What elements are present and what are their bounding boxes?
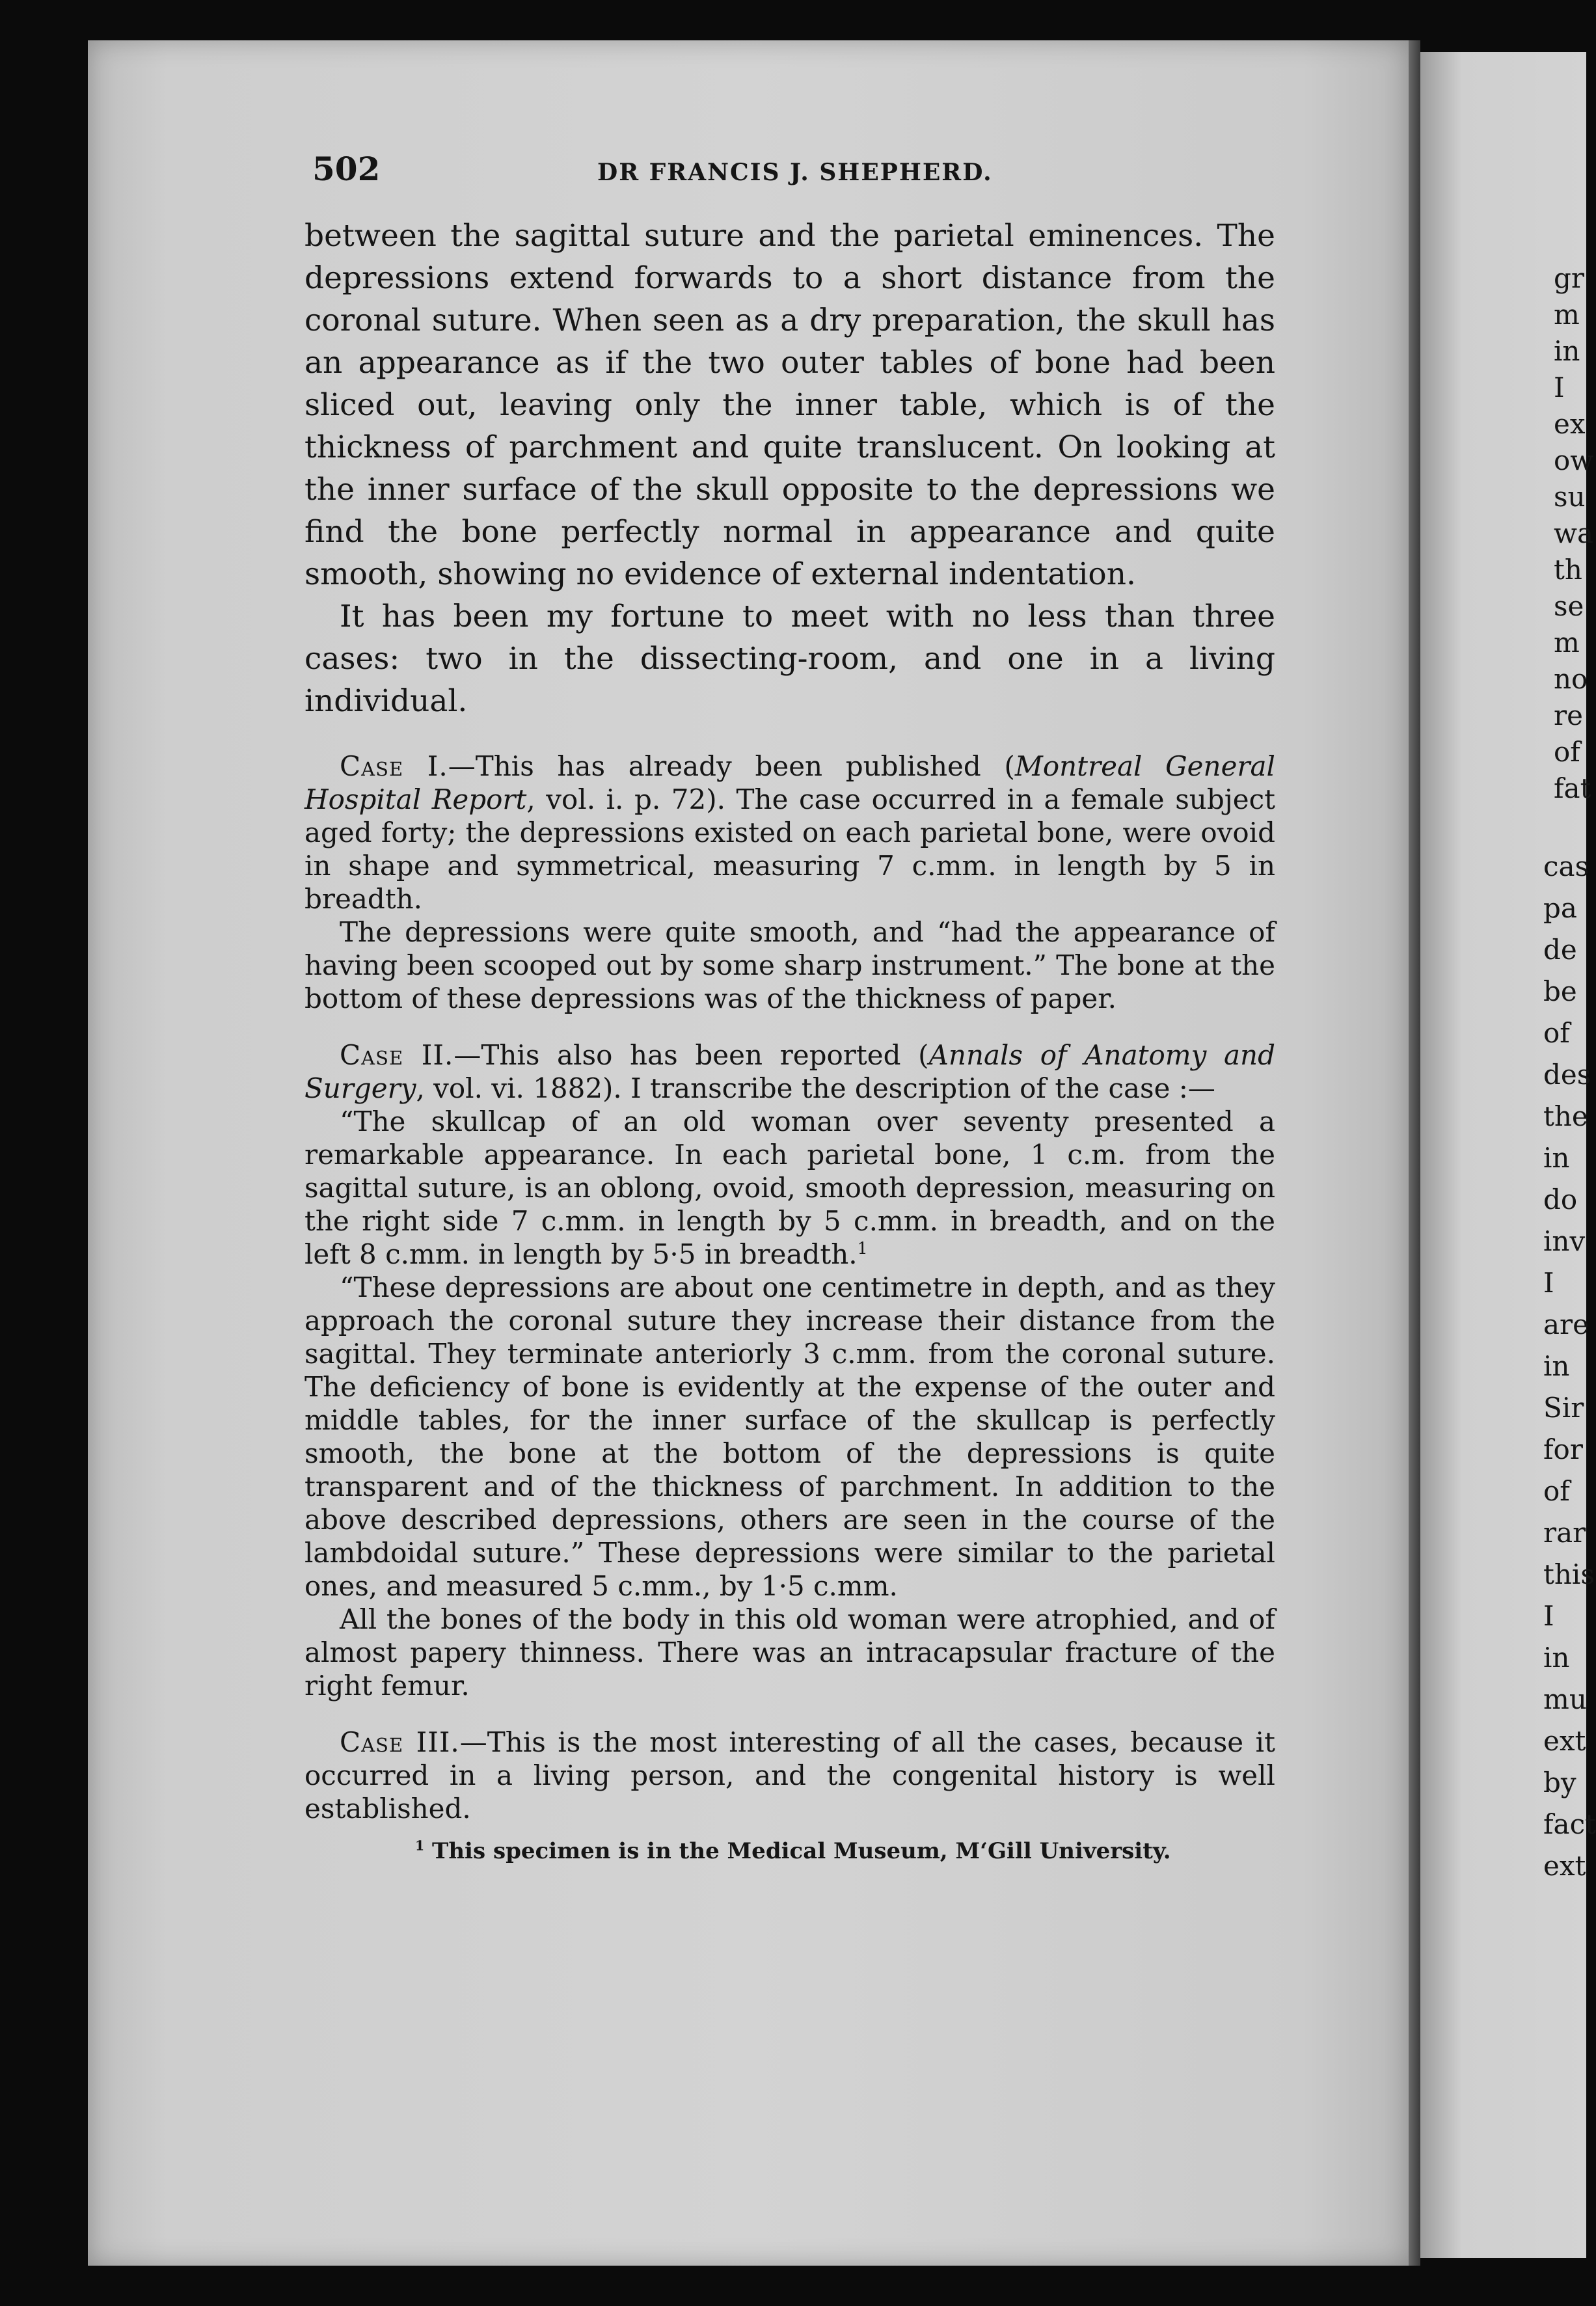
adjacent-page-fragment: of (1543, 1017, 1570, 1049)
main-text (304, 215, 1275, 722)
adjacent-page-fragment: cas (1543, 850, 1589, 882)
adjacent-page-fragment: in (1543, 1350, 1570, 1382)
adjacent-page-fragment: this (1543, 1558, 1595, 1590)
running-head: DR FRANCIS J. SHEPHERD. (597, 159, 993, 186)
adjacent-page-fragment: by (1543, 1767, 1576, 1798)
case-1-paragraph: Case I.—This has already been published (Montreal General Hospital Report, vol. i. p. 72). The case occurred in a female subject aged forty; the depressions existed on each parietal bone, were ovoid in shape and symmetrical, measuring 7 c.mm. in length by 5 in breadth. (304, 750, 1276, 915)
adjacent-page-fragment: fact (1543, 1808, 1596, 1840)
footnote-mark: 1 (415, 1838, 425, 1854)
page-header (304, 150, 1275, 195)
adjacent-page-fragment: inv (1543, 1225, 1586, 1257)
case-2-label: Case II. (340, 1039, 454, 1071)
adjacent-page-fragment: pa (1543, 892, 1577, 924)
case-1-label: Case I. (340, 750, 448, 782)
adjacent-page-text-top (1554, 260, 1593, 807)
adjacent-page-fragment: be (1543, 975, 1577, 1007)
adjacent-page-fragment: for (1543, 1433, 1583, 1465)
adjacent-page-text-bottom (1543, 846, 1596, 1887)
adjacent-page-fragment: fat (1554, 772, 1591, 804)
adjacent-page-fragment: m (1554, 299, 1580, 331)
case-2-quote-1: “The skullcap of an old woman over seventy presented a remarkable appearance. In each parietal bone, 1 c.m. from the sagittal suture, is an oblong, ovoid, smooth depression, measuring on the right side 7 c.mm. in length by 5 c.mm. in breadth, and on the left 8 c.mm. in length by 5·5 in breadth.$^1$ (304, 1106, 1275, 1270)
case-3-label: Case III. (340, 1726, 460, 1758)
adjacent-page-fragment: th (1554, 554, 1582, 586)
adjacent-page-fragment: in (1554, 335, 1580, 367)
adjacent-page-fragment: in (1543, 1642, 1570, 1674)
adjacent-page-fragment: do (1543, 1184, 1578, 1215)
adjacent-page-fragment: the (1543, 1100, 1588, 1132)
adjacent-page-fragment: no (1554, 663, 1588, 695)
adjacent-page-fragment: I (1543, 1600, 1554, 1632)
book-gutter (1409, 40, 1420, 2266)
paragraph-three-cases: It has been my fortune to meet with no less than three cases: two in the dissecting-room, and one in a living individual. (304, 599, 1275, 719)
adjacent-page-fragment: I (1543, 1267, 1554, 1299)
adjacent-page-fragment: des (1543, 1059, 1591, 1091)
adjacent-page-fragment: mu (1543, 1683, 1587, 1715)
adjacent-page-fragment: de (1543, 934, 1577, 966)
adjacent-page-fragment: re (1554, 699, 1583, 731)
adjacent-page-fragment: Sir (1543, 1392, 1584, 1424)
adjacent-page-fragment: of (1554, 736, 1580, 768)
case-3-paragraph: Case III.—This is the most interesting of all the cases, because it occurred in a living person, and the congenital history is well established. (304, 1726, 1275, 1824)
adjacent-page-fragment: m (1554, 627, 1580, 658)
case-2-paragraph-4: All the bones of the body in this old woman were atrophied, and of almost papery thinness. There was an intracapsular fracture of the right femur. (304, 1603, 1275, 1702)
adjacent-page-fragment: ex (1554, 408, 1586, 440)
footnote-reference: 1 (857, 1239, 868, 1258)
adjacent-page-fragment: are (1543, 1309, 1589, 1340)
case-2-paragraph: Case II.—This also has been reported (Annals of Anatomy and Surgery, vol. vi. 1882). I transcribe the description of the case :— (304, 1039, 1275, 1104)
footnote: $^1$ This specimen is in the Medical Museum, M‘Gill University. (415, 1838, 1171, 1864)
case-2-citation: Annals of Anatomy and Surgery (304, 1039, 1275, 1104)
case-1-citation: Montreal General Hospital Report (304, 750, 1275, 815)
case-1-paragraph-2: The depressions were quite smooth, and “had the appearance of having been scooped out by some sharp instrument.” The bone at the bottom of these depressions was of the thickness of paper. (304, 916, 1275, 1014)
adjacent-page-fragment: ow (1554, 444, 1594, 476)
adjacent-page-fragment: ext (1543, 1850, 1586, 1882)
adjacent-page-fragment: wa (1554, 517, 1593, 549)
adjacent-page-fragment: se (1554, 590, 1584, 622)
adjacent-page-fragment: gr (1554, 262, 1584, 294)
page-number: 502 (312, 150, 381, 188)
case-2-quote-2: “These depressions are about one centimetre in depth, and as they approach the coronal suture they increase their distance from the sagittal. They terminate anteriorly 3 c.mm. from the coronal suture. The deficiency of bone is evidently at the expense of the outer and middle tables, for the inner surface of the skullcap is perfectly smooth, the bone at the bottom of the depressions is quite transparent and of the thickness of parchment. In addition to the above described depressions, others are seen in the course of the lambdoidal suture.” These depressions were similar to the parietal ones, and measured 5 c.mm., by 1·5 c.mm. (304, 1271, 1275, 1602)
adjacent-page-fragment: rar (1543, 1517, 1586, 1549)
page-content (304, 150, 1275, 1865)
adjacent-page-fragment: in (1543, 1142, 1570, 1174)
case-reports (304, 750, 1275, 1825)
adjacent-page-fragment: su (1554, 481, 1586, 513)
adjacent-page-fragment: ext (1543, 1725, 1586, 1757)
adjacent-page-fragment: of (1543, 1475, 1570, 1507)
adjacent-page-fragment: I (1554, 372, 1565, 403)
paragraph-continuation: between the sagittal suture and the parietal eminences. The depressions extend forwards to a short distance from the coronal suture. When seen as a dry preparation, the skull has an appearance as if the two outer tables of bone had been sliced out, leaving only the inner table, which is of the thickness of parchment and quite translucent. On looking at the inner surface of the skull opposite to the depressions we find the bone perfectly normal in appearance and quite smooth, showing no evidence of external indentation. (304, 218, 1275, 592)
